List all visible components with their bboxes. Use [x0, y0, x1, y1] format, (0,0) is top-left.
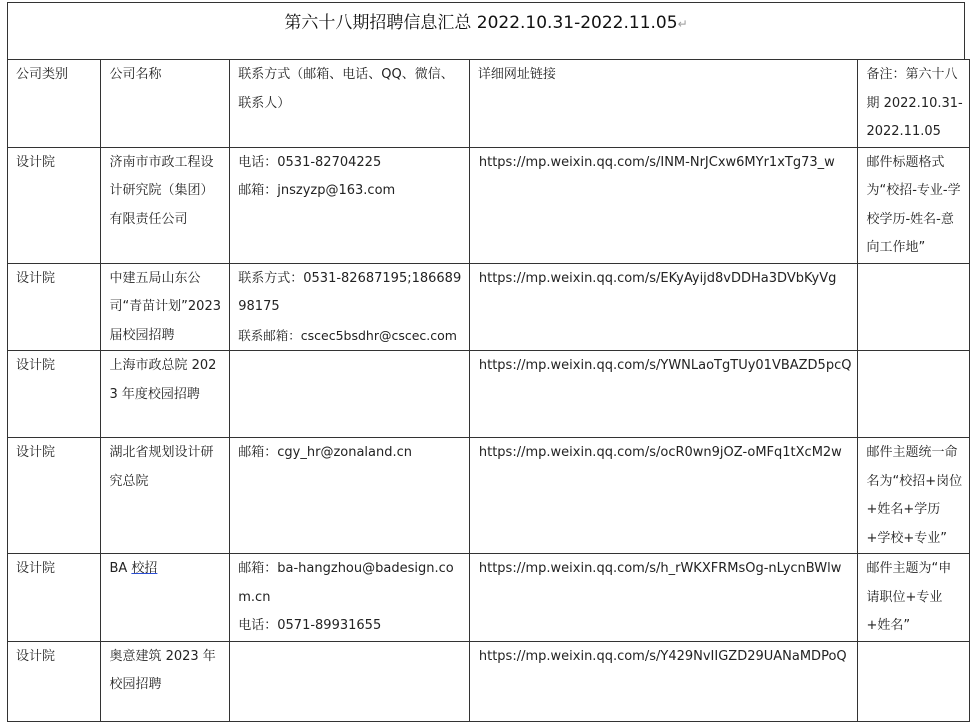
table-row [8, 351, 970, 438]
cell-name: BA 校招 [101, 554, 230, 642]
cell-category: 设计院 [8, 263, 101, 351]
header-link: 详细网址链接 [469, 60, 858, 148]
cell-link[interactable]: https://mp.weixin.qq.com/s/ocR0wn9jOZ-oMFq1tXcM2w [469, 438, 858, 554]
cell-name: 上海市政总院 2023 年度校园招聘 [101, 351, 230, 438]
paragraph-mark-icon: ↵ [677, 17, 688, 31]
table-row [8, 263, 970, 351]
table-row [8, 147, 970, 263]
table-row [8, 554, 970, 642]
cell-category: 设计院 [8, 641, 101, 721]
cell-category: 设计院 [8, 438, 101, 554]
cell-note: 邮件标题格式为“校招-专业-学校学历-姓名-意向工作地” [858, 147, 970, 263]
cell-contact [230, 641, 470, 721]
header-row [8, 60, 970, 148]
name-underlined: 校招 [131, 561, 158, 576]
cell-note [858, 351, 970, 438]
cell-link[interactable]: https://mp.weixin.qq.com/s/EKyAyijd8vDDHa3DVbKyVg [469, 263, 858, 351]
table-row [8, 641, 970, 721]
cell-link[interactable]: https://mp.weixin.qq.com/s/INM-NrJCxw6MYr1xTg73_w [469, 147, 858, 263]
cell-category: 设计院 [8, 554, 101, 642]
cell-contact: 邮箱：ba-hangzhou@badesign.com.cn 电话：0571-89931655 [230, 554, 470, 642]
title-row [7, 2, 965, 59]
cell-category: 设计院 [8, 351, 101, 438]
cell-name: 湖北省规划设计研究总院 [101, 438, 230, 554]
page-title [8, 8, 964, 33]
cell-name: 济南市市政工程设计研究院（集团）有限责任公司 [101, 147, 230, 263]
header-contact: 联系方式（邮箱、电话、QQ、微信、联系人） [230, 60, 470, 148]
header-name: 公司名称 [101, 60, 230, 148]
page-title-text: 第六十八期招聘信息汇总 2022.10.31-2022.11.05 [284, 13, 678, 33]
table-row [8, 438, 970, 554]
cell-category: 设计院 [8, 147, 101, 263]
cell-note: 邮件主题为“申请职位+专业+姓名” [858, 554, 970, 642]
cell-name: 奥意建筑 2023 年校园招聘 [101, 641, 230, 721]
cell-contact: 邮箱：cgy_hr@zonaland.cn [230, 438, 470, 554]
cell-link[interactable]: https://mp.weixin.qq.com/s/h_rWKXFRMsOg-nLycnBWlw [469, 554, 858, 642]
cell-note [858, 263, 970, 351]
cell-contact: 电话：0531-82704225 邮箱：jnszyzp@163.com [230, 147, 470, 263]
recruitment-table [7, 59, 970, 722]
header-note: 备注：第六十八期 2022.10.31-2022.11.05 [858, 60, 970, 148]
header-category: 公司类别 [8, 60, 101, 148]
cell-link[interactable]: https://mp.weixin.qq.com/s/YWNLaoTgTUy01VBAZD5pcQ [469, 351, 858, 438]
cell-contact: 联系方式：0531-82687195;18668998175 联系邮箱：cscec5bsdhr@cscec.com [230, 263, 470, 351]
cell-note [858, 641, 970, 721]
cell-note: 邮件主题统一命名为“校招+岗位+姓名+学历+学校+专业” [858, 438, 970, 554]
cell-name: 中建五局山东公司“青苗计划”2023 届校园招聘 [101, 263, 230, 351]
cell-link[interactable]: https://mp.weixin.qq.com/s/Y429NvIIGZD29UANaMDPoQ [469, 641, 858, 721]
cell-contact [230, 351, 470, 438]
